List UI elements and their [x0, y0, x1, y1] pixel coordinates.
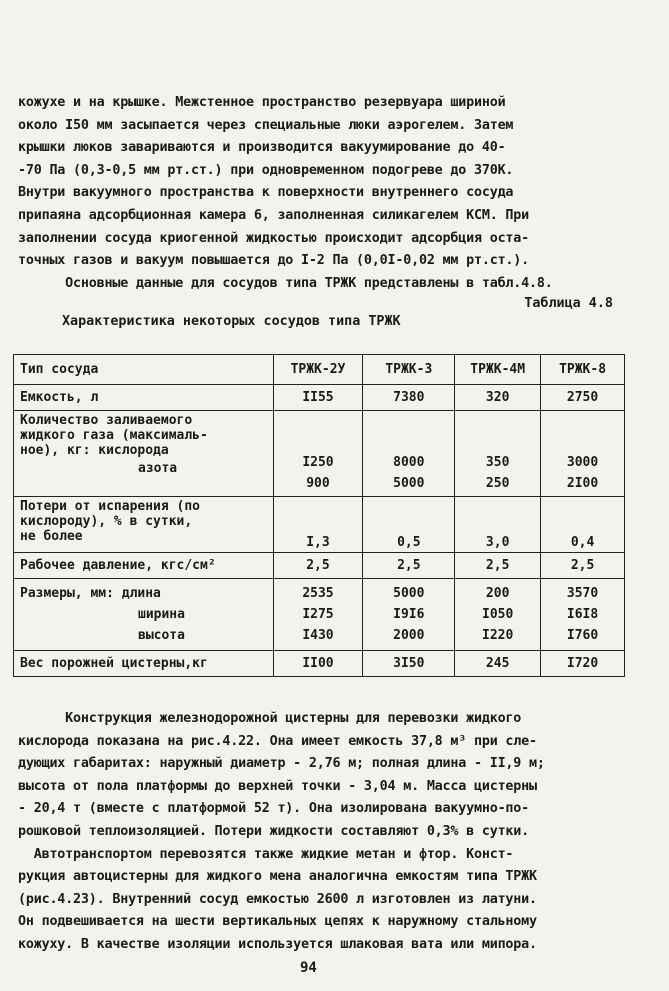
text-line: точных газов и вакуум повышается до I-2 Па (0,0I-0,02 мм рт.ст.).	[18, 253, 530, 269]
cell-value: 2535 I275 I430	[273, 579, 363, 651]
text-line: кожухе и на крышке. Межстенное пространство резервуара шириной	[18, 95, 506, 110]
row-label: Рабочее давление, кгс/см²	[14, 553, 274, 579]
row-label	[14, 497, 274, 553]
label-line: длина	[121, 586, 161, 601]
text-line: рошковой теплоизоляцией. Потери жидкости составляют 0,3% в сутки.	[18, 823, 530, 839]
cell-value: I720	[541, 651, 625, 677]
table-caption: Характеристика некоторых сосудов типа ТРЖК	[62, 314, 401, 329]
header-cell: ТРЖК-2У	[273, 355, 363, 385]
text-line: дующих габаритах: наружный диаметр - 2,76 м; полная длина - II,9 м;	[18, 756, 545, 772]
text-line: высота от пола платформы до верхней точки - 3,04 м. Масса цистерны	[18, 778, 537, 794]
cell-value: 320	[455, 385, 541, 411]
label-line: высота	[138, 628, 185, 643]
label-line: кислороду), % в сутки,	[20, 514, 193, 529]
table-row	[14, 385, 625, 411]
text-line: припаяна адсорбционная камера 6, заполненная силикагелем КСМ. При	[18, 207, 530, 223]
text-line: рукция автоцистерны для жидкого мена аналогична емкостям типа ТРЖК	[18, 869, 537, 885]
cell-value: 2750	[541, 385, 625, 411]
label-line: ное), кг: кислорода	[20, 443, 169, 458]
cell-value: 3570 I6I8 I760	[541, 579, 625, 651]
cell-value: 2,5	[541, 553, 625, 579]
text-line: Внутри вакуумного пространства к поверхности внутреннего сосуда	[18, 185, 514, 201]
header-cell: Тип сосуда	[14, 355, 274, 385]
cell-value: I250 900	[273, 411, 363, 497]
cell-value: 3,0	[455, 497, 541, 553]
cell-value: 245	[455, 651, 541, 677]
cell-value: II00	[273, 651, 363, 677]
text-line: - 20,4 т (вместе с платформой 52 т). Она изолирована вакуумно-по-	[18, 801, 530, 817]
page-number: 94	[300, 960, 317, 976]
cell-value: 8000 5000	[363, 411, 455, 497]
table-row	[14, 579, 625, 651]
table-row	[14, 411, 625, 497]
cell-value: I,3	[273, 497, 363, 553]
text-line: около I50 мм засыпается через специальные люки аэрогелем. Затем	[18, 117, 514, 133]
text-line: крышки люков завариваются и производится вакуумирование до 40-	[18, 140, 506, 156]
label-line: азота	[138, 461, 178, 476]
cell-value: 2,5	[273, 553, 363, 579]
header-cell: ТРЖК-8	[541, 355, 625, 385]
label-line: Размеры, мм:	[20, 586, 114, 601]
row-label: Вес порожней цистерны,кг	[14, 651, 274, 677]
cell-value: 7380	[363, 385, 455, 411]
cell-value: 3I50	[363, 651, 455, 677]
text-line: Он подвешивается на шести вертикальных цепях к наружному стальному	[18, 914, 537, 930]
cell-value: 0,5	[363, 497, 455, 553]
paragraph-top	[18, 92, 616, 295]
table-row	[14, 553, 625, 579]
cell-value: 200 I050 I220	[455, 579, 541, 651]
row-label	[14, 411, 274, 497]
cell-value: 3000 2I00	[541, 411, 625, 497]
cell-value: 2,5	[363, 553, 455, 579]
cell-value: 350 250	[455, 411, 541, 497]
table-label: Таблица 4.8	[524, 296, 613, 311]
text-line: Конструкция железнодорожной цистерны для перевозки жидкого	[18, 711, 522, 726]
table-header-row	[14, 355, 625, 385]
label-line: Количество заливаемого	[20, 413, 193, 428]
row-label: Емкость, л	[14, 385, 274, 411]
text-line: -70 Па (0,3-0,5 мм рт.ст.) при одновременном подогреве до 370К.	[18, 162, 514, 178]
row-label	[14, 579, 274, 651]
header-cell: ТРЖК-3	[363, 355, 455, 385]
cell-value: II55	[273, 385, 363, 411]
label-line: ширина	[138, 607, 185, 622]
vessel-spec-table	[13, 354, 625, 677]
text-line: Автотранспортом перевозятся также жидкие метан и фтор. Конст-	[18, 846, 514, 862]
label-line: Потери от испарения (по	[20, 499, 201, 514]
text-line: (рис.4.23). Внутренний сосуд емкостью 2600 л изготовлен из латуни.	[18, 891, 537, 907]
text-line: заполнении сосуда криогенной жидкостью происходит адсорбция оста-	[18, 230, 530, 246]
label-line: не более	[20, 529, 83, 544]
paragraph-bottom	[18, 708, 616, 957]
cell-value: 5000 I9I6 2000	[363, 579, 455, 651]
cell-value: 0,4	[541, 497, 625, 553]
text-line: Основные данные для сосудов типа ТРЖК представлены в табл.4.8.	[18, 275, 553, 291]
text-line: кислорода показана на рис.4.22. Она имеет емкость 37,8 м³ при сле-	[18, 733, 537, 749]
table-row	[14, 497, 625, 553]
label-line: жидкого газа (максималь-	[20, 428, 208, 443]
text-line: кожуху. В качестве изоляции используется шлаковая вата или мипора.	[18, 936, 537, 952]
table-row	[14, 651, 625, 677]
cell-value: 2,5	[455, 553, 541, 579]
header-cell: ТРЖК-4М	[455, 355, 541, 385]
